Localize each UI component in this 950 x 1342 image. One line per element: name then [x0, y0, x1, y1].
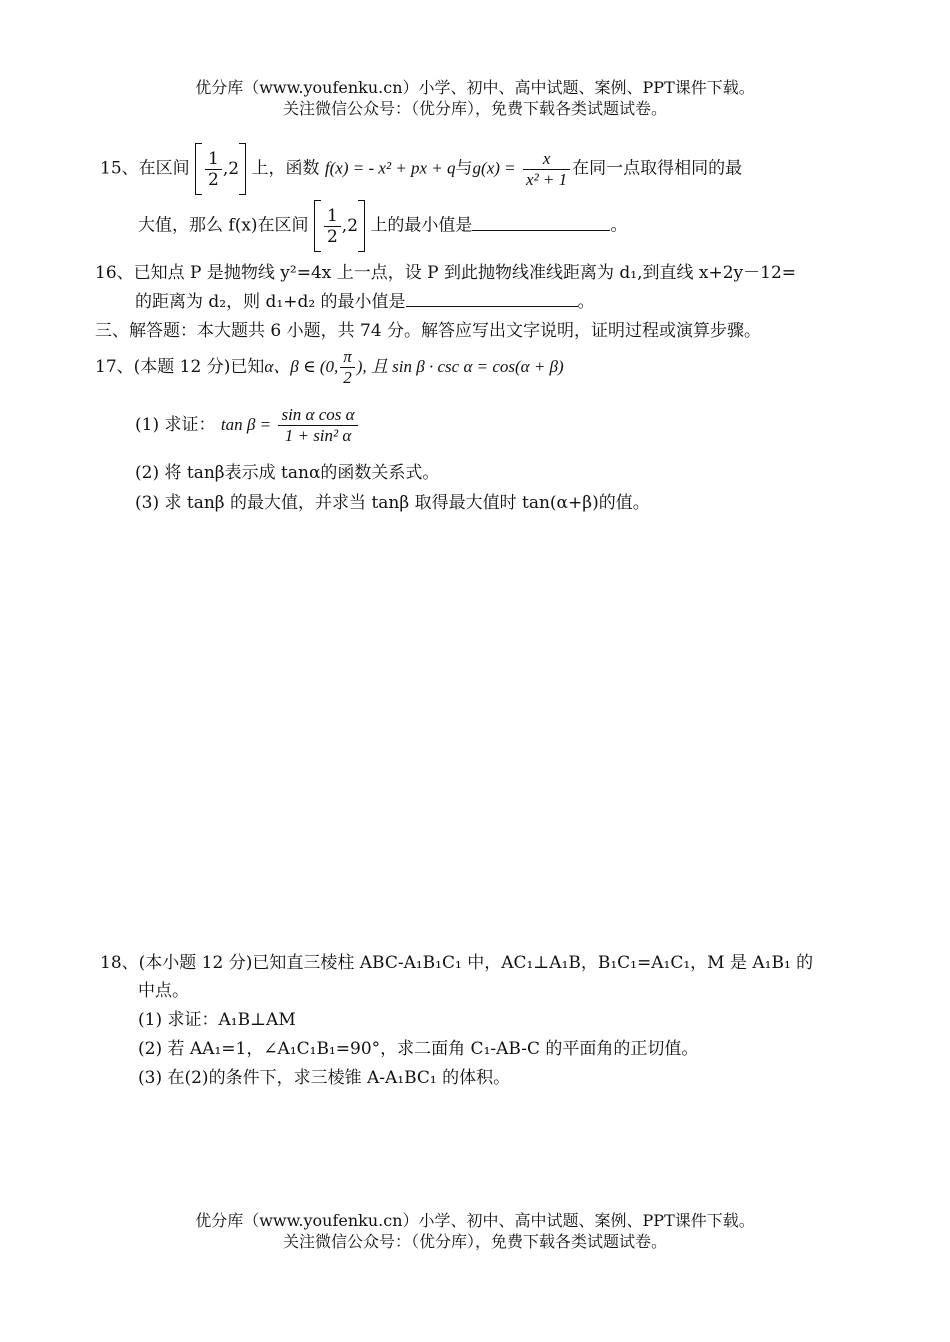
q15-interval2-denominator: 2	[326, 226, 338, 247]
question-16-line-2	[135, 287, 595, 312]
question-17-part-3: (3) 求 tanβ 的最大值，并求当 tanβ 取得最大值时 tan(α+β)的值。	[135, 493, 650, 513]
q15-interval-end: ,2	[222, 159, 240, 179]
q15-interval-denominator: 2	[208, 169, 219, 190]
q17-part1-label: (1) 求证：	[135, 415, 216, 435]
section-3-heading: 三、解答题：本大题共 6 小题，共 74 分。解答应写出文字说明，证明过程或演算步骤。	[95, 321, 762, 341]
q15-interval2-numerator: 1	[324, 206, 341, 227]
q17-condition-2: ), 且 sin β · csc α = cos(α + β)	[356, 357, 564, 376]
q15-g-lhs: g(x) =	[472, 158, 516, 178]
q17-part1-denominator: 1 + sin² α	[284, 426, 352, 445]
question-16-line-1: 16、已知点 P 是抛物线 y²=4x 上一点，设 P 到此抛物线准线距离为 d₁,到直线 x+2y－12=	[95, 263, 797, 283]
question-15-line-2	[138, 200, 627, 252]
q16-text-2b: 。	[577, 292, 595, 312]
q15-text-3: 在同一点取得相同的最	[572, 158, 743, 179]
q17-part1-lhs: tan β =	[220, 415, 272, 434]
q15-f-expression: f(x) = - x² + px + q	[324, 158, 456, 178]
q15-interval-numerator: 1	[205, 149, 222, 170]
question-18-part-3: (3) 在(2)的条件下，求三棱锥 A-A₁BC₁ 的体积。	[138, 1068, 511, 1088]
q16-text-2a: 的距离为 d₂，则 d₁+d₂ 的最小值是	[135, 292, 406, 312]
q15-g-numerator: x	[523, 149, 570, 170]
q17-part1-numerator: sin α cos α	[278, 405, 357, 426]
header-line-2: 关注微信公众号：（优分库），免费下载各类试题试卷。	[282, 99, 667, 118]
q16-answer-blank	[406, 290, 578, 307]
q17-pi-numerator: π	[340, 347, 355, 368]
q15-interval-2	[314, 200, 365, 252]
footer-line-2: 关注微信公众号：（优分库），免费下载各类试题试卷。	[282, 1232, 667, 1251]
question-18-part-2: (2) 若 AA₁=1，∠A₁C₁B₁=90°，求二面角 C₁-AB-C 的平面角的正切值。	[138, 1039, 699, 1059]
question-15-line-1	[100, 143, 742, 195]
q15-answer-blank	[472, 214, 610, 231]
footer-line-1: 优分库（www.youfenku.cn）小学、初中、高中试题、案例、PPT课件下载。	[195, 1211, 755, 1230]
q15-text-5: 上的最小值是	[370, 215, 473, 236]
question-18-line-1: 18、(本小题 12 分)已知直三棱柱 ABC-A₁B₁C₁ 中，AC₁⊥A₁B，B₁C₁=A₁C₁，M 是 A₁B₁ 的	[100, 953, 814, 973]
q17-lead: 17、(本题 12 分)已知	[95, 357, 265, 377]
question-18-part-1: (1) 求证：A₁B⊥AM	[138, 1010, 296, 1030]
q15-text-4: 大值，那么 f(x)在区间	[138, 215, 309, 236]
question-18-line-2: 中点。	[138, 981, 189, 1001]
q15-text-2: 上，函数	[251, 158, 320, 179]
question-15-number: 15、	[100, 158, 139, 179]
q15-g-denominator: x² + 1	[526, 169, 568, 189]
q15-text-1: 在区间	[138, 158, 190, 179]
header-line-1: 优分库（www.youfenku.cn）小学、初中、高中试题、案例、PPT课件下载。	[195, 78, 755, 97]
q15-interval2-end: ,2	[341, 216, 359, 236]
question-17-part-2: (2) 将 tanβ表示成 tanα的函数关系式。	[135, 463, 440, 483]
q15-text-6: 。	[610, 215, 628, 236]
q15-interval	[195, 143, 246, 195]
q15-yu: 与	[455, 158, 473, 179]
question-17-part-1	[135, 405, 360, 446]
q17-pi-denominator: 2	[343, 368, 352, 387]
q17-condition: α、β ∈ (0,	[264, 357, 339, 376]
question-17-stem	[95, 347, 564, 388]
